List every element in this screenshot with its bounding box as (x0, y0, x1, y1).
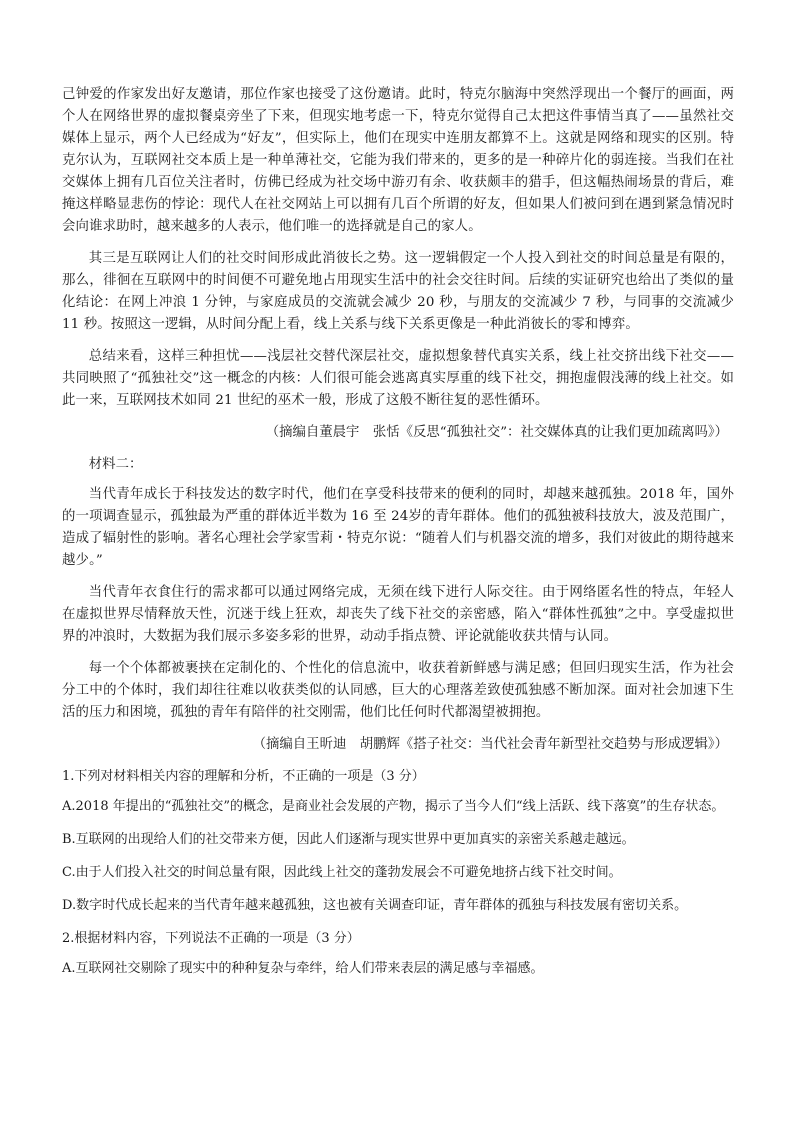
document-page (62, 84, 734, 991)
question-1-option-b: B.互联网的出现给人们的社交带来方便，因此人们逐渐与现实世界中更加真实的亲密关系越走越远。 (62, 832, 635, 847)
question-1 (62, 766, 734, 917)
question-2 (62, 928, 734, 980)
source-citation-2: （摘编自王昕迪 胡鹏辉《搭子社交：当代社会青年新型社交趋势与形成逻辑》） (252, 737, 728, 752)
paragraph-summary: 总结来看，这样三种担忧——浅层社交替代深层社交，虚拟想象替代真实关系，线上社交挤出线下社交——共同映照了“孤独社交”这一概念的内核：人们很可能会逃离真实厚重的线下社交，拥抱虚假浅薄的线上社交。如此一来，互联网技术如同 21 世纪的巫术一般，形成了这般不断往复的恶性循环。 (62, 349, 734, 408)
question-1-option-a: A.2018 年提出的“孤独社交”的概念，是商业社会发展的产物，揭示了当今人们“线上活跃、线下落寞”的生存状态。 (62, 799, 725, 814)
paragraph-continued: 己钟爱的作家发出好友邀请，那位作家也接受了这份邀请。此时，特克尔脑海中突然浮现出一个餐厅的画面，两个人在网络世界的虚拟餐桌旁坐了下来，但现实地考虑一下，特克尔觉得自己太把这件事情当真了——虽然社交媒体上显示，两个人已经成为“好友”，但实际上，他们在现实中连朋友都算不上。这就是网络和现实的区别。特克尔认为，互联网社交本质上是一种单薄社交，它能为我们带来的，更多的是一种碎片化的弱连接。当我们在社交媒体上拥有几百位关注者时，仿佛已经成为社交场中游刃有余、收获颇丰的猎手，但这幅热闹场景的背后，难掩这样略显悲伤的悖论：现代人在社交网站上可以拥有几百个所谓的好友，但如果人们被问到在遇到紧急情况时会向谁求助时，越来越多的人表示，他们唯一的选择就是自己的家人。 (62, 87, 734, 234)
paragraph-m2-2: 当代青年衣食住行的需求都可以通过网络完成，无须在线下进行人际交往。由于网络匿名性的特点，年轻人在虚拟世界尽情释放天性，沉迷于线上狂欢，却丧失了线下社交的亲密感，陷入“群体性孤独”之中。享受虚拟世界的冲浪时，大数据为我们展示多姿多彩的世界，动动手指点赞、评论就能收获共情与认同。 (62, 585, 734, 644)
paragraph-third-concern: 其三是互联网让人们的社交时间形成此消彼长之势。这一逻辑假定一个人投入到社交的时间总量是有限的，那么，徘徊在互联网中的时间便不可避免地占用现实生活中的社会交往时间。后续的实证研究也给出了类似的量化结论：在网上冲浪 1 分钟，与家庭成员的交流就会减少 20 秒，与朋友的交流减少 7 秒，与同事的交流减少 11 秒。按照这一逻辑，从时间分配上看，线上关系与线下关系更像是一种此消彼长的零和博弈。 (62, 251, 734, 332)
question-2-stem: 2.根据材料内容，下列说法不正确的一项是（3 分） (62, 931, 360, 946)
paragraph-m2-3: 每一个个体都被裹挟在定制化的、个性化的信息流中，收获着新鲜感与满足感；但回归现实生活，作为社会分工中的个体时，我们却往往难以收获类似的认同感，巨大的心理落差致使孤独感不断加深。面对社会加速下生活的压力和困境，孤独的青年有陪伴的社交刚需，他们比任何时代都渴望被拥抱。 (62, 661, 734, 720)
question-1-stem: 1.下列对材料相关内容的理解和分析，不正确的一项是（3 分） (62, 769, 425, 784)
question-1-option-d: D.数字时代成长起来的当代青年越来越孤独，这也被有关调查印证，青年群体的孤独与科技发展有密切关系。 (62, 898, 688, 913)
material-2-heading: 材料二： (88, 457, 143, 472)
paragraph-m2-1: 当代青年成长于科技发达的数字时代，他们在享受科技带来的便利的同时，却越来越孤独。2018 年，国外的一项调查显示，孤独最为严重的群体近半数为 16 至 24岁的青年群体。他们的孤独被科技放大，波及范围广，造成了辐射性的影响。著名心理社会学家雪莉・特克尔说：“随着人们与机器交流的增多，我们对彼此的期待越来越少。” (62, 487, 734, 568)
question-1-option-c: C.由于人们投入社交的时间总量有限，因此线上社交的蓬勃发展会不可避免地挤占线下社交时间。 (62, 865, 622, 880)
question-2-option-a: A.互联网社交剔除了现实中的种种复杂与牵绊，给人们带来表层的满足感与幸福感。 (62, 961, 544, 976)
source-citation-1: （摘编自董晨宇 张恬《反思“孤独社交”：社交媒体真的让我们更加疏离吗》） (265, 425, 728, 440)
